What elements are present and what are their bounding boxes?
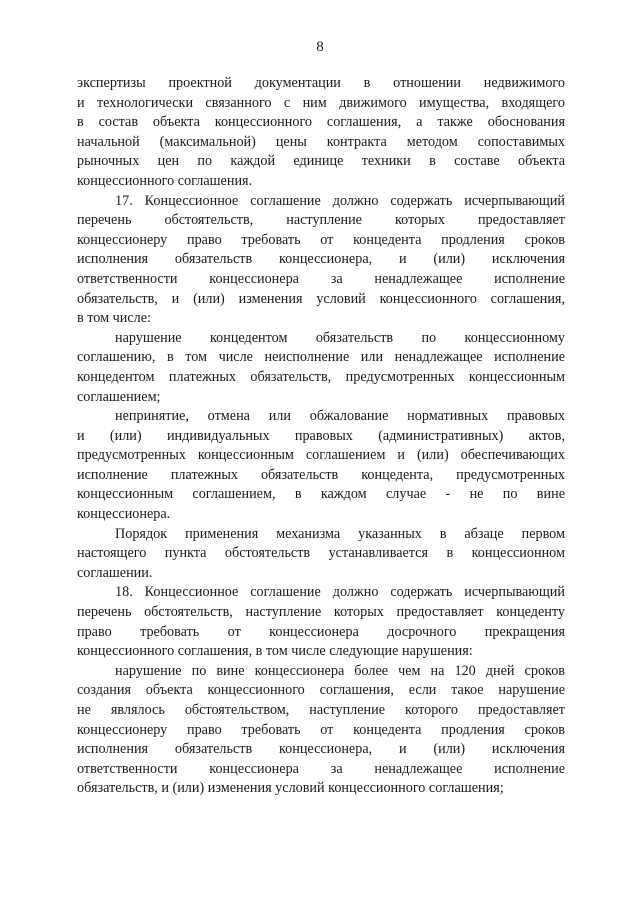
text-line: концессионеру право требовать от концедента продления сроков (77, 231, 565, 248)
text-line: предусмотренных концессионным соглашением и (или) обеспечивающих (77, 447, 565, 464)
text-line: ответственности концессионера за ненадлежащее исполнение (77, 270, 565, 287)
text-line: соглашением; (77, 388, 161, 405)
text-line: право требовать от концессионера досрочного прекращения (77, 623, 565, 640)
text-line: концессионным соглашением, в каждом случае - не по вине (77, 486, 565, 503)
text-line: ответственности концессионера за ненадлежащее исполнение (77, 760, 565, 777)
text-line: в состав объекта концессионного соглашения, а также обоснования (77, 114, 565, 131)
text-line: создания объекта концессионного соглашения, если такое нарушение (77, 682, 565, 699)
text-line: начальной (максимальной) цены контракта методом сопоставимых (77, 133, 565, 150)
text-line: в том числе: (77, 310, 151, 327)
text-line: 18. Концессионное соглашение должно содержать исчерпывающий (115, 584, 565, 601)
text-line: 17. Концессионное соглашение должно содержать исчерпывающий (115, 192, 565, 209)
text-line: и технологически связанного с ним движимого имущества, входящего (77, 94, 565, 111)
text-line: нарушение концедентом обязательств по концессионному (115, 329, 565, 346)
text-line: исполнение платежных обязательств концедента, предусмотренных (77, 466, 565, 483)
text-line: соглашению, в том числе неисполнение или ненадлежащее исполнение (77, 349, 565, 366)
text-line: экспертизы проектной документации в отношении недвижимого (77, 75, 565, 91)
text-line: рыночных цен по каждой единице техники в составе объекта (77, 153, 565, 170)
text-line: перечень обстоятельств, наступление которых предоставляет концеденту (77, 604, 565, 621)
text-line: настоящего пункта обстоятельств устанавливается в концессионном (77, 545, 565, 562)
text-line: не являлось обстоятельством, наступление которого предоставляет (77, 702, 565, 718)
page-number: 8 (316, 39, 324, 55)
text-line: исполнения обязательств концессионера, и (или) исключения (77, 251, 565, 268)
text-line: концессионного соглашения, в том числе следующие нарушения: (77, 643, 473, 660)
text-line: перечень обстоятельств, наступление которых предоставляет (77, 212, 565, 229)
text-line: исполнения обязательств концессионера, и (или) исключения (77, 741, 565, 758)
text-line: концессионера. (77, 506, 171, 523)
document-body (77, 74, 565, 799)
text-line: нарушение по вине концессионера более чем на 120 дней сроков (115, 662, 565, 679)
text-line: соглашении. (77, 564, 153, 581)
text-line: непринятие, отмена или обжалование нормативных правовых (115, 408, 565, 425)
text-line: обязательств, и (или) изменения условий концессионного соглашения, (77, 290, 565, 307)
text-line: обязательств, и (или) изменения условий концессионного соглашения; (77, 780, 504, 797)
text-line: Порядок применения механизма указанных в абзаце первом (115, 525, 565, 542)
text-line: концедентом платежных обязательств, предусмотренных концессионным (77, 368, 565, 385)
text-line: и (или) индивидуальных правовых (административных) актов, (77, 427, 565, 444)
text-line: концессионного соглашения. (77, 172, 253, 189)
text-line: концессионеру право требовать от концедента продления сроков (77, 721, 565, 738)
